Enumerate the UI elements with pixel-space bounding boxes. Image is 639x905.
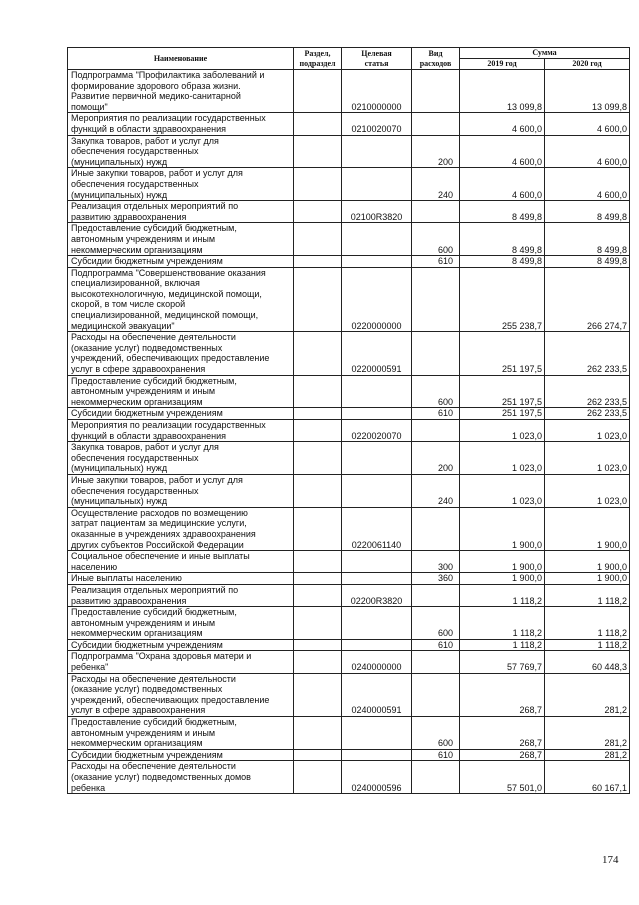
- row-2019-cell: 251 197,5: [460, 408, 545, 420]
- row-target-cell: 0240000596: [342, 761, 412, 794]
- table-row: [68, 573, 630, 585]
- header-type: Вид расходов: [412, 48, 460, 70]
- row-2020-cell: 4 600,0: [545, 113, 630, 135]
- row-target-cell: 0210000000: [342, 70, 412, 113]
- row-2019-cell: 4 600,0: [460, 135, 545, 168]
- row-2020-cell: 4 600,0: [545, 168, 630, 201]
- row-section-cell: [294, 573, 342, 585]
- row-target-cell: 02100R3820: [342, 201, 412, 223]
- row-target-cell: [342, 135, 412, 168]
- row-name-cell: Мероприятия по реализации государственных функций в области здравоохранения: [68, 420, 294, 442]
- table-row: [68, 651, 630, 673]
- row-name-cell: Иные закупки товаров, работ и услуг для обеспечения государственных (муниципальных) нужд: [68, 474, 294, 507]
- row-name-cell: Мероприятия по реализации государственных функций в области здравоохранения: [68, 113, 294, 135]
- table-row: [68, 551, 630, 573]
- row-section-cell: [294, 673, 342, 716]
- row-name-cell: Расходы на обеспечение деятельности (оказание услуг) подведомственных домов ребенка: [68, 761, 294, 794]
- row-section-cell: [294, 639, 342, 651]
- row-name-cell: Подпрограмма "Совершенствование оказания специализированной, включая высокотехнологичную, медицинской помощи, скорой, в том числе скорой специализированной, медицинской помощи, медицинской эвакуации": [68, 267, 294, 332]
- row-type-cell: 600: [412, 375, 460, 408]
- row-name-cell: Предоставление субсидий бюджетным, автономным учреждениям и иным некоммерческим организациям: [68, 607, 294, 640]
- table-body: [68, 70, 630, 794]
- row-2020-cell: 8 499,8: [545, 201, 630, 223]
- table-row: [68, 332, 630, 375]
- row-name-cell: Субсидии бюджетным учреждениям: [68, 639, 294, 651]
- row-section-cell: [294, 135, 342, 168]
- row-target-cell: [342, 442, 412, 475]
- table-row: [68, 442, 630, 475]
- table-row: [68, 375, 630, 408]
- row-section-cell: [294, 267, 342, 332]
- table-row: [68, 256, 630, 268]
- row-type-cell: [412, 267, 460, 332]
- table-row: [68, 223, 630, 256]
- row-2019-cell: 8 499,8: [460, 223, 545, 256]
- table-row: [68, 201, 630, 223]
- row-name-cell: Реализация отдельных мероприятий по развитию здравоохранения: [68, 584, 294, 606]
- row-target-cell: 0210020070: [342, 113, 412, 135]
- row-name-cell: Субсидии бюджетным учреждениям: [68, 256, 294, 268]
- row-name-cell: Социальное обеспечение и иные выплаты населению: [68, 551, 294, 573]
- table-row: [68, 408, 630, 420]
- table-row: [68, 584, 630, 606]
- row-2020-cell: 281,2: [545, 673, 630, 716]
- table-row: [68, 168, 630, 201]
- row-type-cell: [412, 761, 460, 794]
- row-2019-cell: 1 023,0: [460, 474, 545, 507]
- row-2020-cell: 60 448,3: [545, 651, 630, 673]
- header-2020: 2020 год: [545, 59, 630, 70]
- row-section-cell: [294, 332, 342, 375]
- row-2019-cell: 57 769,7: [460, 651, 545, 673]
- row-target-cell: [342, 256, 412, 268]
- row-type-cell: 600: [412, 223, 460, 256]
- row-section-cell: [294, 717, 342, 750]
- header-2019: 2019 год: [460, 59, 545, 70]
- row-type-cell: [412, 420, 460, 442]
- row-target-cell: [342, 639, 412, 651]
- row-name-cell: Реализация отдельных мероприятий по развитию здравоохранения: [68, 201, 294, 223]
- row-target-cell: 0220000591: [342, 332, 412, 375]
- row-type-cell: [412, 507, 460, 550]
- row-target-cell: [342, 408, 412, 420]
- row-name-cell: Закупка товаров, работ и услуг для обеспечения государственных (муниципальных) нужд: [68, 135, 294, 168]
- row-name-cell: Подпрограмма "Профилактика заболеваний и формирование здорового образа жизни. Развитие первичной медико-санитарной помощи": [68, 70, 294, 113]
- row-2019-cell: 255 238,7: [460, 267, 545, 332]
- row-2019-cell: 8 499,8: [460, 201, 545, 223]
- row-section-cell: [294, 113, 342, 135]
- row-section-cell: [294, 223, 342, 256]
- row-2020-cell: 1 900,0: [545, 507, 630, 550]
- row-name-cell: Иные закупки товаров, работ и услуг для обеспечения государственных (муниципальных) нужд: [68, 168, 294, 201]
- table-row: [68, 113, 630, 135]
- row-2020-cell: 1 118,2: [545, 584, 630, 606]
- row-target-cell: [342, 474, 412, 507]
- table-row: [68, 267, 630, 332]
- table-row: [68, 761, 630, 794]
- row-2020-cell: 262 233,5: [545, 332, 630, 375]
- row-2020-cell: 1 118,2: [545, 607, 630, 640]
- row-2019-cell: 268,7: [460, 717, 545, 750]
- table-row: [68, 607, 630, 640]
- row-2020-cell: 4 600,0: [545, 135, 630, 168]
- row-2019-cell: 268,7: [460, 749, 545, 761]
- row-target-cell: 0220000000: [342, 267, 412, 332]
- row-section-cell: [294, 474, 342, 507]
- row-type-cell: [412, 673, 460, 716]
- row-target-cell: [342, 607, 412, 640]
- row-2020-cell: 281,2: [545, 749, 630, 761]
- row-target-cell: 0240000000: [342, 651, 412, 673]
- row-section-cell: [294, 551, 342, 573]
- row-2019-cell: 1 023,0: [460, 420, 545, 442]
- row-target-cell: [342, 223, 412, 256]
- budget-table: [67, 47, 630, 794]
- table-row: [68, 420, 630, 442]
- row-name-cell: Расходы на обеспечение деятельности (оказание услуг) подведомственных учреждений, обеспечивающих предоставление услуг в сфере здравоохранения: [68, 332, 294, 375]
- row-2019-cell: 1 900,0: [460, 573, 545, 585]
- row-section-cell: [294, 70, 342, 113]
- row-target-cell: [342, 749, 412, 761]
- table-row: [68, 749, 630, 761]
- row-2020-cell: 281,2: [545, 717, 630, 750]
- row-2019-cell: 1 118,2: [460, 607, 545, 640]
- row-2019-cell: 57 501,0: [460, 761, 545, 794]
- row-type-cell: 610: [412, 408, 460, 420]
- row-section-cell: [294, 507, 342, 550]
- row-2020-cell: 13 099,8: [545, 70, 630, 113]
- row-name-cell: Предоставление субсидий бюджетным, автономным учреждениям и иным некоммерческим организациям: [68, 223, 294, 256]
- row-type-cell: [412, 201, 460, 223]
- row-name-cell: Субсидии бюджетным учреждениям: [68, 408, 294, 420]
- row-name-cell: Закупка товаров, работ и услуг для обеспечения государственных (муниципальных) нужд: [68, 442, 294, 475]
- row-section-cell: [294, 420, 342, 442]
- row-2020-cell: 1 023,0: [545, 420, 630, 442]
- row-section-cell: [294, 201, 342, 223]
- row-2019-cell: 1 900,0: [460, 551, 545, 573]
- row-name-cell: Предоставление субсидий бюджетным, автономным учреждениям и иным некоммерческим организациям: [68, 375, 294, 408]
- row-2019-cell: 1 118,2: [460, 639, 545, 651]
- table-row: [68, 135, 630, 168]
- table-row: [68, 673, 630, 716]
- row-name-cell: Субсидии бюджетным учреждениям: [68, 749, 294, 761]
- row-section-cell: [294, 749, 342, 761]
- row-type-cell: [412, 332, 460, 375]
- row-type-cell: [412, 113, 460, 135]
- row-section-cell: [294, 408, 342, 420]
- table-row: [68, 639, 630, 651]
- table-row: [68, 474, 630, 507]
- row-target-cell: 02200R3820: [342, 584, 412, 606]
- table-row: [68, 717, 630, 750]
- row-section-cell: [294, 442, 342, 475]
- row-target-cell: 0240000591: [342, 673, 412, 716]
- row-2020-cell: 1 900,0: [545, 573, 630, 585]
- row-section-cell: [294, 584, 342, 606]
- table-header: [68, 48, 630, 70]
- row-type-cell: 240: [412, 168, 460, 201]
- row-type-cell: [412, 70, 460, 113]
- row-target-cell: [342, 168, 412, 201]
- row-2020-cell: 60 167,1: [545, 761, 630, 794]
- row-2019-cell: 8 499,8: [460, 256, 545, 268]
- row-type-cell: 610: [412, 749, 460, 761]
- row-type-cell: 300: [412, 551, 460, 573]
- row-2020-cell: 8 499,8: [545, 256, 630, 268]
- header-target: Целевая статья: [342, 48, 412, 70]
- row-name-cell: Расходы на обеспечение деятельности (оказание услуг) подведомственных учреждений, обеспечивающих предоставление услуг в сфере здравоохранения: [68, 673, 294, 716]
- row-target-cell: [342, 717, 412, 750]
- row-section-cell: [294, 256, 342, 268]
- row-target-cell: 0220061140: [342, 507, 412, 550]
- row-type-cell: 360: [412, 573, 460, 585]
- row-target-cell: [342, 573, 412, 585]
- row-section-cell: [294, 375, 342, 408]
- row-name-cell: Иные выплаты населению: [68, 573, 294, 585]
- row-type-cell: 200: [412, 135, 460, 168]
- row-name-cell: Предоставление субсидий бюджетным, автономным учреждениям и иным некоммерческим организациям: [68, 717, 294, 750]
- row-section-cell: [294, 651, 342, 673]
- row-name-cell: Осуществление расходов по возмещению затрат пациентам за медицинские услуги, оказанные в учреждениях здравоохранения других субъектов Российской Федерации: [68, 507, 294, 550]
- row-type-cell: 600: [412, 717, 460, 750]
- row-2019-cell: 1 023,0: [460, 442, 545, 475]
- row-2019-cell: 4 600,0: [460, 168, 545, 201]
- row-target-cell: [342, 551, 412, 573]
- row-name-cell: Подпрограмма "Охрана здоровья матери и ребенка": [68, 651, 294, 673]
- row-section-cell: [294, 761, 342, 794]
- row-2020-cell: 1 118,2: [545, 639, 630, 651]
- row-type-cell: [412, 651, 460, 673]
- row-2020-cell: 8 499,8: [545, 223, 630, 256]
- header-name: Наименование: [68, 48, 294, 70]
- page-number: 174: [602, 854, 619, 866]
- row-2019-cell: 251 197,5: [460, 375, 545, 408]
- table-row: [68, 507, 630, 550]
- row-type-cell: 200: [412, 442, 460, 475]
- row-2019-cell: 1 900,0: [460, 507, 545, 550]
- row-2020-cell: 1 023,0: [545, 442, 630, 475]
- row-section-cell: [294, 607, 342, 640]
- header-section: Раздел, подраздел: [294, 48, 342, 70]
- row-2020-cell: 262 233,5: [545, 408, 630, 420]
- row-target-cell: 0220020070: [342, 420, 412, 442]
- row-type-cell: 600: [412, 607, 460, 640]
- row-2020-cell: 266 274,7: [545, 267, 630, 332]
- row-section-cell: [294, 168, 342, 201]
- row-type-cell: 610: [412, 256, 460, 268]
- row-2020-cell: 1 023,0: [545, 474, 630, 507]
- row-target-cell: [342, 375, 412, 408]
- row-2020-cell: 1 900,0: [545, 551, 630, 573]
- row-2019-cell: 1 118,2: [460, 584, 545, 606]
- header-sum: Сумма: [460, 48, 630, 59]
- table-row: [68, 70, 630, 113]
- row-2019-cell: 4 600,0: [460, 113, 545, 135]
- row-2019-cell: 251 197,5: [460, 332, 545, 375]
- row-2019-cell: 268,7: [460, 673, 545, 716]
- row-type-cell: 240: [412, 474, 460, 507]
- row-type-cell: 610: [412, 639, 460, 651]
- row-type-cell: [412, 584, 460, 606]
- row-2019-cell: 13 099,8: [460, 70, 545, 113]
- row-2020-cell: 262 233,5: [545, 375, 630, 408]
